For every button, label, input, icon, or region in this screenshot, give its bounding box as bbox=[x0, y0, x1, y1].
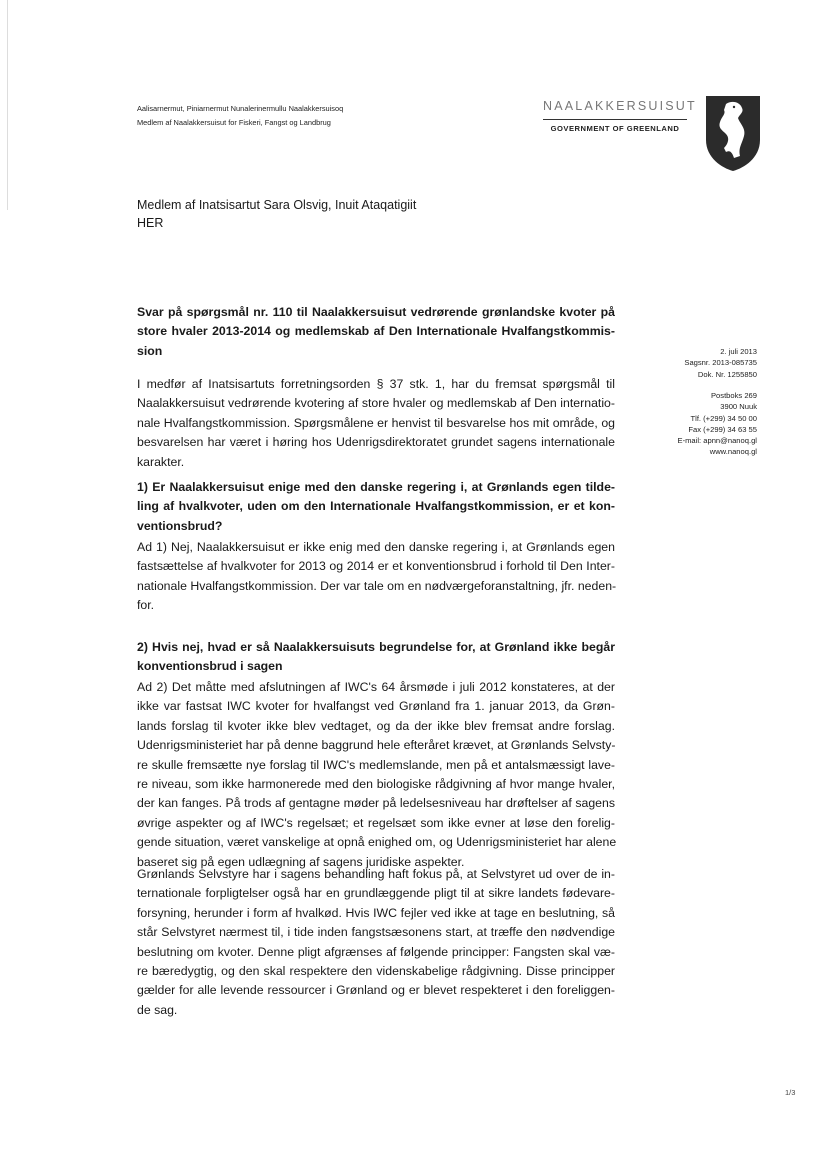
text-line: besvarelsen har været i høring hos Udenrigsdirektoratet grundet sagens internationale bbox=[137, 435, 615, 450]
sender-line-2: Medlem af Naalakkersuisut for Fiskeri, Fangst og Landbrug bbox=[137, 118, 331, 127]
text-line: der kan fanges. På trods af gentagne møder på ledelsesniveau har drøftelser af sagens bbox=[137, 796, 615, 811]
text-line: de sag. bbox=[137, 1002, 178, 1017]
text-line: for. bbox=[137, 598, 155, 613]
fax: Fax (+299) 34 63 55 bbox=[688, 424, 757, 434]
brand-subtitle: GOVERNMENT OF GREENLAND bbox=[550, 124, 680, 133]
text-line: nale Hvalfangstkommission. Spørgsmålene er henvist til besvarelse hos mit område, og bbox=[137, 415, 615, 430]
question-1-heading bbox=[137, 478, 615, 536]
contact-block bbox=[600, 390, 757, 458]
website: www.nanoq.gl bbox=[709, 447, 757, 457]
text-line: sion bbox=[137, 343, 163, 358]
recipient-location: HER bbox=[137, 216, 164, 230]
text-line: forsyning, herunder i form af hvalkød. Hvis IWC fejler ved ikke at tage en beslutning, så bbox=[137, 905, 615, 920]
text-line: karakter. bbox=[137, 454, 185, 469]
text-line: Udenrigsministeriet har på denne baggrund hele efteråret krævet, at Grønlands Selvsty- bbox=[137, 738, 616, 753]
phone: Tlf. (+299) 34 50 00 bbox=[690, 413, 757, 423]
text-line: Grønlands Selvstyre har i sagens behandling haft fokus på, at Selvstyret ud over de in- bbox=[137, 867, 615, 881]
case-number: Sagsnr. 2013-085735 bbox=[684, 358, 757, 368]
text-line: ternationale forpligtelser også har en grundlæggende pligt til at sikre landets fødevare- bbox=[137, 886, 615, 901]
selvstyre-paragraph bbox=[137, 865, 615, 1020]
letter-date: 2. juli 2013 bbox=[720, 347, 757, 356]
text-line: baseret sig på egen udlægning af sagens juridiske aspekter. bbox=[137, 854, 465, 869]
text-line: 2) Hvis nej, hvad er så Naalakkersuisuts begrundelse for, at Grønland ikke begår bbox=[137, 640, 615, 654]
text-line: re skulle fremsætte nye forslag til IWC's medlemslande, men på et antalsmæssigt lave- bbox=[137, 757, 615, 772]
text-line: re bæredygtig, og den skal respektere den videnskabelige rådgivning. Disse principper bbox=[137, 963, 615, 978]
text-line: ventionsbrud? bbox=[137, 518, 223, 533]
text-line: Svar på spørgsmål nr. 110 til Naalakkersuisut vedrørende grønlandske kvoter på bbox=[137, 305, 615, 319]
text-line: ikke var fastsat IWC kvoter for hvalfangst ved Grønland fra 1. januar 2013, da Grøn- bbox=[137, 699, 615, 714]
brand-rule bbox=[543, 119, 687, 120]
text-line: store hvaler 2013-2014 og medlemskab af Den Internationale Hvalfangstkommis- bbox=[137, 324, 615, 339]
text-line: lands forslag til kvoter ikke blev vedtaget, og da der ikke blev fremsat andre forslag. bbox=[137, 718, 615, 733]
text-line: nationale Hvalfangstkommission. Der var tale om en nødværgeforanstaltning, jfr. neden- bbox=[137, 578, 617, 593]
answer-1-paragraph bbox=[137, 538, 615, 616]
question-2-heading bbox=[137, 638, 615, 677]
recipient-block bbox=[137, 196, 416, 232]
postbox: Postboks 269 bbox=[710, 391, 757, 400]
reference-block bbox=[600, 346, 757, 380]
city: 3900 Nuuk bbox=[720, 402, 757, 412]
coat-of-arms-icon bbox=[704, 94, 762, 172]
document-number: Dok. Nr. 1255850 bbox=[697, 369, 757, 379]
text-line: øvrige aspekter og af IWC's regelsæt; et regelsæt som ikke evner at løse den forelig- bbox=[137, 815, 615, 830]
brand-logo bbox=[543, 99, 697, 133]
answer-2-paragraph bbox=[137, 678, 615, 872]
brand-name: NAALAKKERSUISUT bbox=[543, 99, 697, 113]
text-line: Ad 1) Nej, Naalakkersuisut er ikke enig med den danske regering i, at Grønlands egen bbox=[137, 540, 615, 554]
sender-line-1: Aalisarnermut, Piniarnermut Nunalerinermullu Naalakkersuisoq bbox=[137, 104, 344, 113]
text-line: 1) Er Naalakkersuisut enige med den danske regering i, at Grønlands egen tilde- bbox=[137, 480, 615, 494]
text-line: står Selvstyret nærmest til, i tide inden fangstsæsonens start, at træffe den nødvendige bbox=[137, 925, 615, 940]
subject-heading bbox=[137, 303, 615, 361]
page-number: 1/3 bbox=[785, 1088, 796, 1097]
intro-paragraph bbox=[137, 375, 615, 472]
text-line: ling af hvalkvoter, uden om den Internationale Hvalfangstkommission, er et kon- bbox=[137, 499, 615, 514]
text-line: re niveau, som ikke harmonerede med den biologiske rådgivning af hvor mange hvaler, bbox=[137, 776, 615, 791]
text-line: Ad 2) Det måtte med afslutningen af IWC's 64 årsmøde i juli 2012 konstateres, at der bbox=[137, 680, 615, 694]
recipient-name: Medlem af Inatsisartut Sara Olsvig, Inuit Ataqatigiit bbox=[137, 198, 417, 212]
scan-edge bbox=[7, 0, 8, 210]
sender-block bbox=[137, 102, 343, 130]
text-line: gende situation, været vanskelige at opnå enighed om, og Udenrigsministeriet har alene bbox=[137, 835, 617, 850]
text-line: gælder for alle levende ressourcer i Grønland og er blevet respekteret i den foreliggen- bbox=[137, 983, 615, 998]
text-line: beslutning om kvoter. Denne pligt afgrænses af følgende principper: Fangsten skal væ- bbox=[137, 944, 615, 959]
text-line: Naalakkersuisut vedrørende kvotering af store hvaler og medlemskab af Den internatio- bbox=[137, 396, 615, 411]
email: E-mail: apnn@nanoq.gl bbox=[677, 436, 757, 446]
text-line: I medfør af Inatsisartuts forretningsorden § 37 stk. 1, har du fremsat spørgsmål til bbox=[137, 377, 615, 391]
text-line: fastsættelse af hvalkvoter for 2013 og 2014 er et konventionsbrud i forhold til Den Inter- bbox=[137, 559, 615, 574]
text-line: konventionsbrud i sagen bbox=[137, 659, 283, 674]
